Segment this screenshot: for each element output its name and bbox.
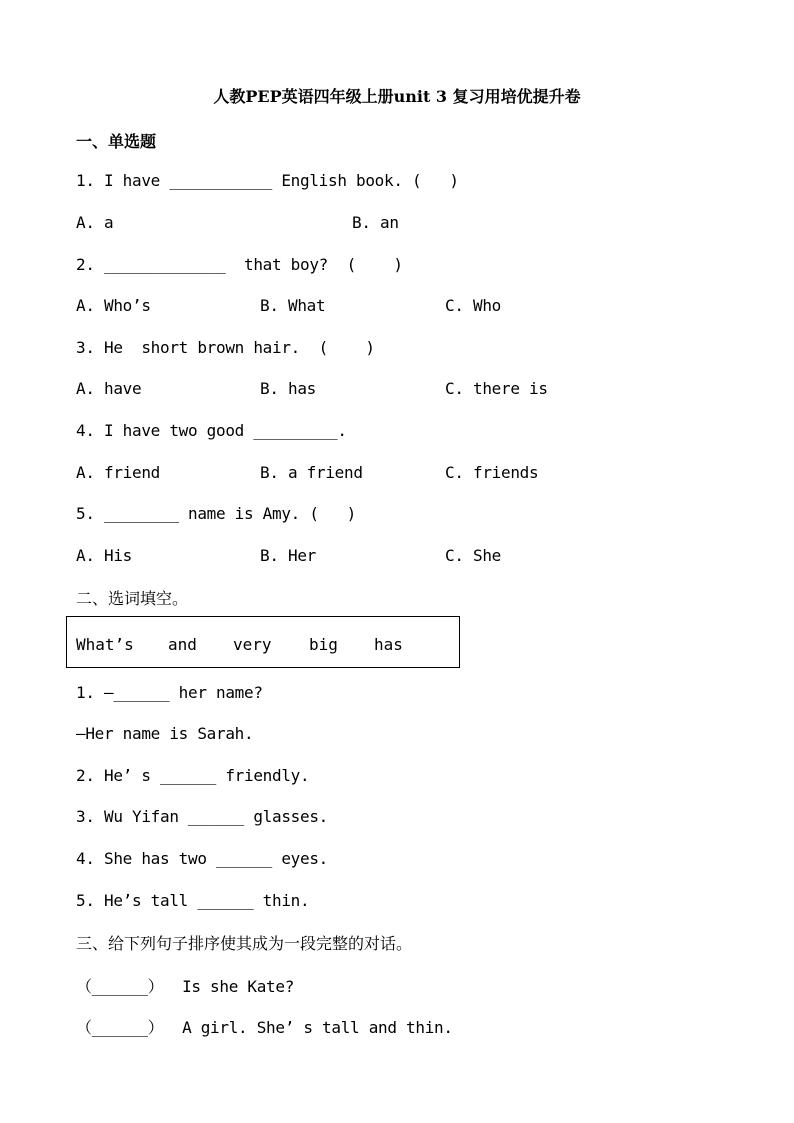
word-bank-item: What’s (76, 635, 134, 654)
question-1: 1. I have ___________ English book. ( ) (76, 171, 459, 190)
q2-option-a: A. Who’s (76, 296, 151, 315)
word-bank-item: big (309, 635, 338, 654)
q4-option-b: B. a friend (260, 463, 363, 482)
question-5: 5. ________ name is Amy. ( ) (76, 504, 356, 523)
q5-option-c: C. She (445, 546, 501, 565)
q3-option-b: B. has (260, 379, 316, 398)
q4-option-a: A. friend (76, 463, 160, 482)
section3-heading: 三、给下列句子排序使其成为一段完整的对话。 (76, 934, 413, 953)
question-3: 3. He short brown hair. ( ) (76, 338, 375, 357)
fill-item-5: 5. He’s tall ______ thin. (76, 891, 310, 910)
section2-heading: 二、选词填空。 (76, 589, 189, 608)
q3-option-c: C. there is (445, 379, 548, 398)
fill-item-3: 3. Wu Yifan ______ glasses. (76, 807, 328, 826)
word-bank-item: has (374, 635, 403, 654)
question-2: 2. _____________ that boy? ( ) (76, 255, 403, 274)
q2-option-c: C. Who (445, 296, 501, 315)
fill-item-1: 1. —______ her name? (76, 683, 263, 702)
page-title: 人教PEP英语四年级上册unit 3 复习用培优提升卷 (213, 87, 581, 106)
fill-item-1-answer: —Her name is Sarah. (76, 724, 254, 743)
q4-option-c: C. friends (445, 463, 539, 482)
section1-heading: 一、单选题 (76, 132, 157, 151)
word-bank-box (66, 616, 460, 668)
order-item-1: （______） Is she Kate? (76, 977, 295, 996)
question-4: 4. I have two good _________. (76, 421, 347, 440)
q5-option-b: B. Her (260, 546, 316, 565)
order-item-2: （______） A girl. She’ s tall and thin. (76, 1018, 453, 1037)
word-bank-item: very (233, 635, 272, 654)
q1-option-b: B. an (352, 213, 399, 232)
q5-option-a: A. His (76, 546, 132, 565)
fill-item-4: 4. She has two ______ eyes. (76, 849, 328, 868)
q2-option-b: B. What (260, 296, 326, 315)
q3-option-a: A. have (76, 379, 142, 398)
q1-option-a: A. a (76, 213, 114, 232)
fill-item-2: 2. He’ s ______ friendly. (76, 766, 310, 785)
word-bank-item: and (168, 635, 197, 654)
